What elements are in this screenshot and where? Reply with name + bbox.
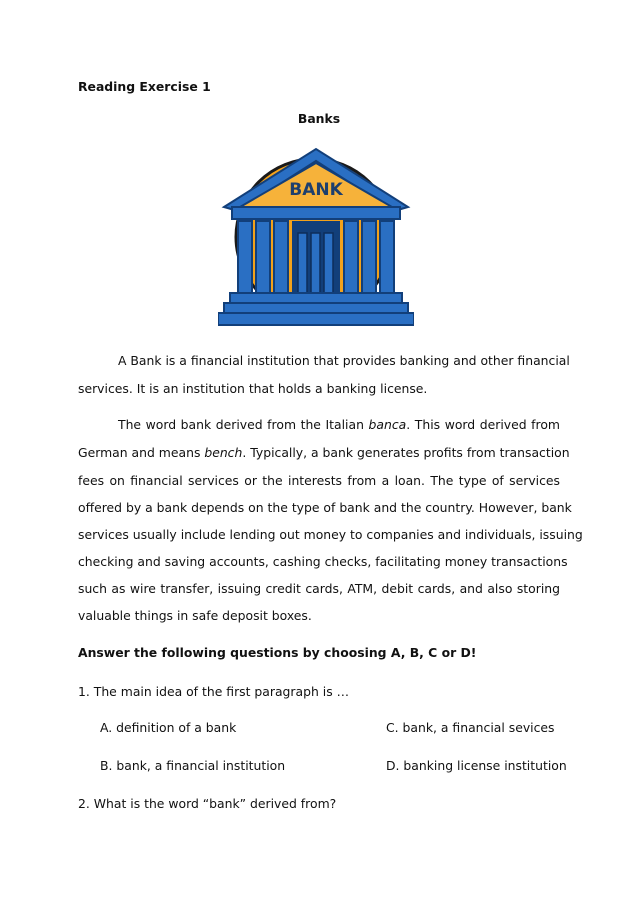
logo-text: BANK xyxy=(289,180,343,200)
paragraph-2-line-7: such as wire transfer, issuing credit cards, ATM, debit cards, and also storing xyxy=(78,581,560,596)
logo-step-2 xyxy=(224,303,408,313)
paragraph-1-line-2: services. It is an institution that holds a banking license. xyxy=(78,381,428,396)
question-1-option-c: C. bank, a financial sevices xyxy=(386,720,555,735)
logo-step-3 xyxy=(218,313,414,325)
logo-step-1 xyxy=(230,293,402,303)
logo-door-columns xyxy=(298,233,333,293)
topic-title: Banks xyxy=(297,111,341,126)
paragraph-2-line-3: fees on financial services or the interests from a loan. The type of services xyxy=(78,473,560,488)
question-1: 1. The main idea of the first paragraph is … xyxy=(78,684,349,699)
paragraph-2-line-8: valuable things in safe deposit boxes. xyxy=(78,608,312,623)
question-1-option-d: D. banking license institution xyxy=(386,758,567,773)
logo-entablature xyxy=(232,207,400,219)
paragraph-1-line-1: A Bank is a financial institution that provides banking and other financial xyxy=(118,353,570,368)
paragraph-2-line-1: The word bank derived from the Italian banca. This word derived from xyxy=(118,417,561,432)
paragraph-2-line-6: checking and saving accounts, cashing checks, facilitating money transactions xyxy=(78,554,568,569)
exercise-title: Reading Exercise 1 xyxy=(78,79,211,94)
question-2: 2. What is the word “bank” derived from? xyxy=(78,796,337,811)
instructions: Answer the following questions by choosing A, B, C or D! xyxy=(78,645,477,660)
paragraph-2-line-5: services usually include lending out money to companies and individuals, issuing xyxy=(78,527,583,542)
paragraph-2-line-4: offered by a bank depends on the type of bank and the country. However, bank xyxy=(78,500,572,515)
bank-building-icon xyxy=(218,145,414,330)
paragraph-2-line-2: German and means bench. Typically, a bank generates profits from transaction xyxy=(78,445,570,460)
question-1-option-b: B. bank, a financial institution xyxy=(100,758,286,773)
question-1-option-a: A. definition of a bank xyxy=(100,720,237,735)
